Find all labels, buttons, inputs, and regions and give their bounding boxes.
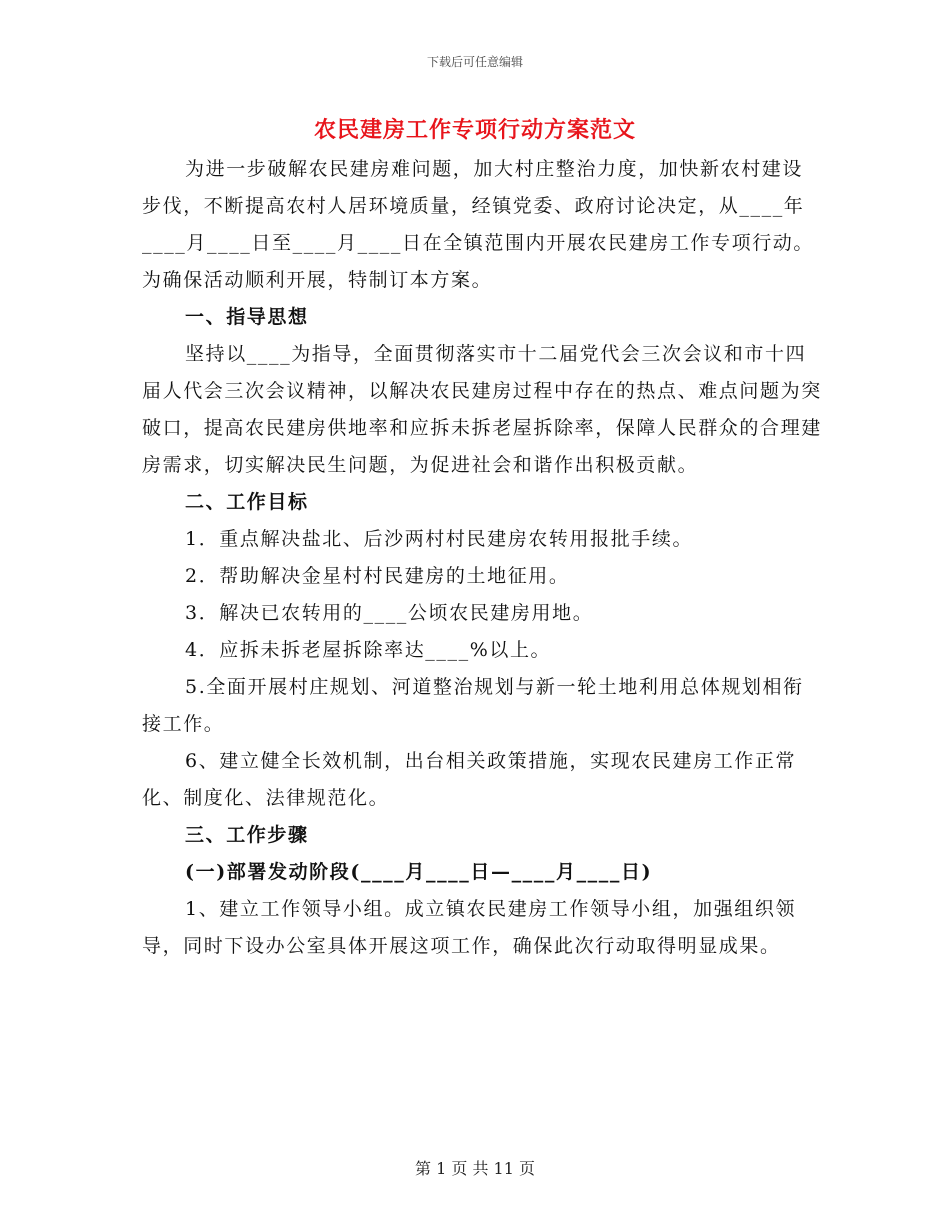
paragraph-guiding-thought: 坚持以____为指导，全面贯彻落实市十二届党代会三次会议和市十四届人代会三次会议精神，以解决农民建房过程中存在的热点、难点问题为突破口，提高农民建房供地率和应拆未拆老屋拆除率，保障人民群众的合理建房需求，切实解决民生问题，为促进社会和谐作出积极贡献。 xyxy=(142,343,822,476)
subsection-heading-deployment: (一)部署发动阶段(____月____日—____月____日) xyxy=(185,861,653,883)
goal-item-1: 1．重点解决盐北、后沙两村村民建房农转用报批手续。 xyxy=(185,528,694,550)
document-title: 农民建房工作专项行动方案范文 xyxy=(313,117,636,143)
goal-item-5: 5.全面开展村庄规划、河道整治规划与新一轮土地利用总体规划相衔接工作。 xyxy=(142,676,804,735)
document-body xyxy=(142,151,822,965)
goal-item-4: 4．应拆未拆老屋拆除率达____%以上。 xyxy=(185,639,552,661)
goal-item-6: 6、建立健全长效机制，出台相关政策措施，实现农民建房工作正常化、制度化、法律规范化。 xyxy=(142,750,797,809)
page-footer: 第 1 页 共 11 页 xyxy=(415,1159,535,1178)
section-heading-work-steps: 三、工作步骤 xyxy=(185,824,309,846)
header-note: 下载后可任意编辑 xyxy=(426,55,523,69)
goal-item-2: 2．帮助解决金星村村民建房的土地征用。 xyxy=(185,565,570,587)
paragraph-intro: 为进一步破解农民建房难问题，加大村庄整治力度，加快新农村建设步伐，不断提高农村人居环境质量，经镇党委、政府讨论决定，从____年____月____日至____月____日在全镇范围内开展农民建房工作专项行动。为确保活动顺利开展，特制订本方案。 xyxy=(142,158,815,291)
section-heading-work-goals: 二、工作目标 xyxy=(185,491,309,513)
goal-item-3: 3．解决已农转用的____公顷农民建房用地。 xyxy=(185,602,594,624)
section-heading-guiding-thought: 一、指导思想 xyxy=(185,306,309,328)
step-item-1: 1、建立工作领导小组。成立镇农民建房工作领导小组，加强组织领导，同时下设办公室具体开展这项工作，确保此次行动取得明显成果。 xyxy=(142,898,797,957)
